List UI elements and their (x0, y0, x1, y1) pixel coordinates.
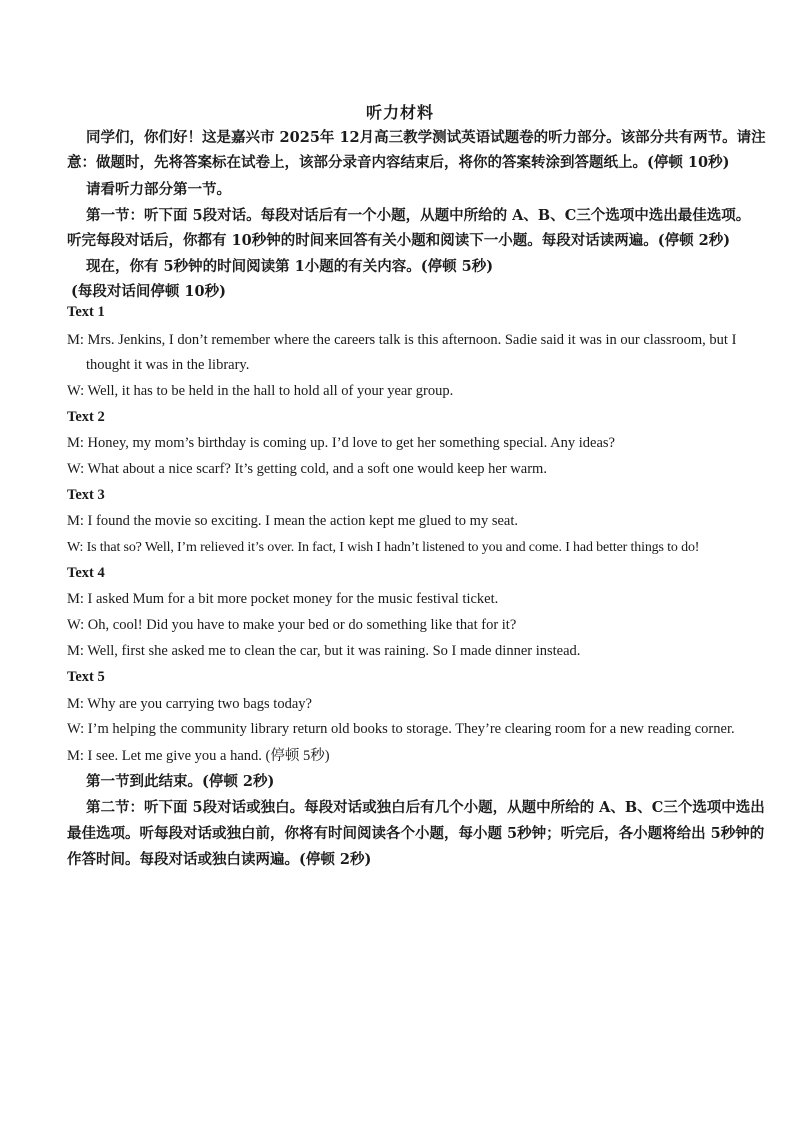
text-1-line-3: W: Well, it has to be held in the hall to hold all of your year group. (67, 383, 454, 399)
text-3-line-2: W: Is that so? Well, I’m relieved it’s over. In fact, I wish I hadn’t listened to you and come. I had better things to do! (67, 540, 700, 555)
intro-line-3: 请看听力部分第一节。 (86, 181, 231, 198)
text-4-line-3: M: Well, first she asked me to clean the car, but it was raining. So I made dinner instead. (67, 643, 581, 659)
text-2-line-2: W: What about a nice scarf? It’s getting cold, and a soft one would keep her warm. (67, 461, 547, 477)
section2-instruction-line-1: 第二节：听下面 5段对话或独白。每段对话或独白后有几个小题，从题中所给的 A、B、C三个选项中选出 (86, 799, 765, 816)
text-5-line-3: M: I see. Let me give you a hand. (停顿 5秒) (67, 748, 330, 764)
section2-instruction-line-3: 作答时间。每段对话或独白读两遍。(停顿 2秒) (67, 851, 372, 868)
intro-line-2: 意：做题时，先将答案标在试卷上，该部分录音内容结束后，将你的答案转涂到答题纸上。(停顿 10秒) (67, 154, 730, 171)
text-4-heading: Text 4 (67, 565, 105, 581)
section1-instruction-line-3: 现在，你有 5秒钟的时间阅读第 1小题的有关内容。(停顿 5秒) (86, 258, 494, 275)
text-1-line-2: thought it was in the library. (86, 357, 250, 373)
text-3-heading: Text 3 (67, 487, 105, 503)
section2-instruction-line-2: 最佳选项。听每段对话或独白前，你将有时间阅读各个小题，每小题 5秒钟；听完后，各小题将给出 5秒钟的 (67, 825, 765, 842)
text-5-line-2: W: I’m helping the community library return old books to storage. They’re clearing room for a new reading corner. (67, 721, 735, 737)
text-4-line-1: M: I asked Mum for a bit more pocket money for the music festival ticket. (67, 591, 499, 607)
section1-instruction-line-2: 听完每段对话后，你都有 10秒钟的时间来回答有关小题和阅读下一小题。每段对话读两遍。(停顿 2秒) (67, 232, 731, 249)
text-4-line-2: W: Oh, cool! Did you have to make your bed or do something like that for it? (67, 617, 517, 633)
text-3-line-1: M: I found the movie so exciting. I mean the action kept me glued to my seat. (67, 513, 519, 529)
text-5-line-1: M: Why are you carrying two bags today? (67, 696, 312, 712)
section1-instruction-line-4: (每段对话间停顿 10秒) (71, 283, 226, 300)
text-5-heading: Text 5 (67, 669, 105, 685)
document-title: 听力材料 (365, 103, 434, 122)
text-2-heading: Text 2 (67, 409, 105, 425)
section1-instruction-line-1: 第一节：听下面 5段对话。每段对话后有一个小题，从题中所给的 A、B、C三个选项中选出最佳选项。 (86, 207, 751, 224)
section1-end: 第一节到此结束。(停顿 2秒) (86, 773, 275, 790)
intro-line-1: 同学们，你们好！这是嘉兴市 2025年 12月高三教学测试英语试题卷的听力部分。该部分共有两节。请注 (86, 129, 766, 146)
text-1-heading: Text 1 (67, 304, 105, 320)
text-2-line-1: M: Honey, my mom’s birthday is coming up. I’d love to get her something special. Any ideas? (67, 435, 615, 451)
text-1-line-1: M: Mrs. Jenkins, I don’t remember where the careers talk is this afternoon. Sadie said it was in our classroom, but I (67, 332, 737, 348)
